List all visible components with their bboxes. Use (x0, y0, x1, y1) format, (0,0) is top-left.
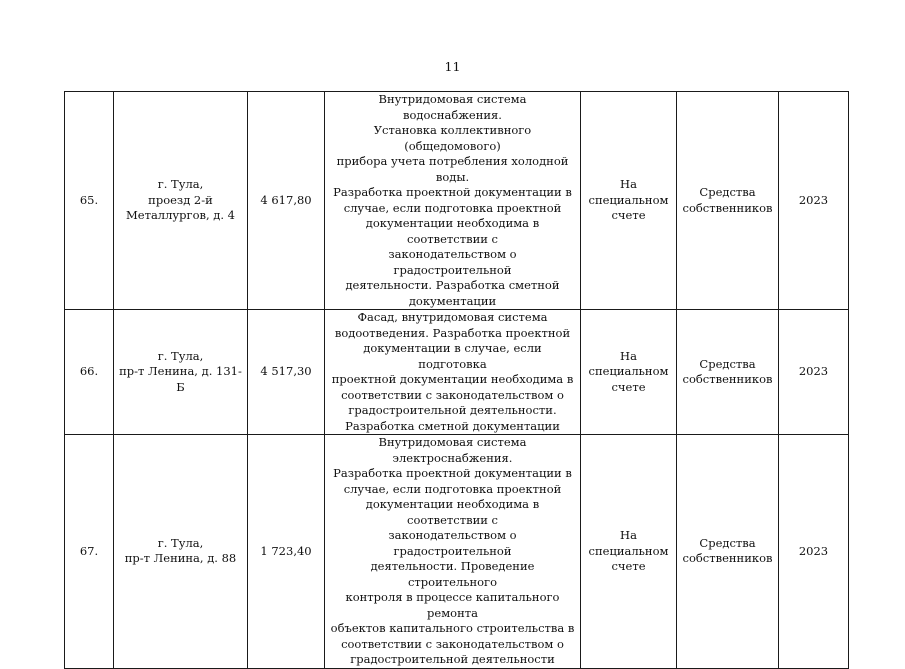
funding-source-cell (677, 310, 779, 435)
funding-source-line: Средства (699, 356, 756, 371)
address-line: г. Тула, (157, 177, 204, 192)
funding-source-line: Средства (699, 185, 756, 199)
work-line: деятельности. Проведение строительного (370, 559, 535, 589)
work-line: случае, если подготовка проектной (343, 200, 562, 215)
address-line: пр-т Ленина, д. 131-Б (119, 364, 242, 394)
work-line: Разработка сметной документации (345, 418, 560, 433)
work-description-cell (325, 435, 581, 669)
year-cell: 2023 (779, 92, 849, 310)
account-line: На специальном (588, 348, 669, 379)
account-line: На специальном (588, 528, 669, 558)
address-cell (114, 310, 248, 435)
cost-cell: 4 517,30 (248, 310, 325, 435)
row-number-cell: 67. (65, 435, 114, 669)
address-cell (114, 435, 248, 669)
work-line: Внутридомовая система водоснабжения. (378, 92, 527, 122)
funding-source-line: Средства (699, 535, 756, 550)
account-line: На специальном (588, 177, 669, 207)
address-cell (114, 92, 248, 310)
work-line: законодательством о градостроительной (388, 528, 517, 558)
address-line: г. Тула, (157, 535, 204, 550)
account-line: счете (611, 559, 646, 573)
address-line: пр-т Ленина, д. 88 (124, 551, 237, 566)
work-line: градостроительной деятельности (350, 652, 555, 666)
funding-source-line: собственников (682, 551, 773, 566)
table-row (65, 435, 849, 669)
work-line: Разработка проектной документации в (333, 185, 572, 199)
work-line: прибора учета потребления холодной воды. (336, 154, 569, 184)
funding-source-line: собственников (682, 200, 773, 215)
cost-cell: 4 617,80 (248, 92, 325, 310)
work-line: проектной документации необходима в (331, 372, 574, 386)
work-line: документации необходима в соответствии с (365, 216, 540, 246)
account-cell (581, 310, 677, 435)
work-line: деятельности. Разработка сметной (345, 278, 560, 292)
work-line: Разработка проектной документации в (333, 466, 572, 480)
row-number-cell: 66. (65, 310, 114, 435)
work-line: документации в случае, если подготовка (363, 341, 542, 371)
work-line: законодательством о градостроительной (388, 247, 517, 277)
work-line: контроля в процессе капитального ремонта (345, 590, 560, 620)
year-cell: 2023 (779, 310, 849, 435)
work-line: объектов капитального строительства в (330, 621, 575, 635)
funding-source-cell (677, 92, 779, 310)
table-row (65, 92, 849, 310)
capital-repair-table (64, 91, 849, 669)
work-line: водоотведения. Разработка проектной (334, 325, 571, 340)
funding-source-cell (677, 435, 779, 669)
table-row (65, 310, 849, 435)
page-number: 11 (444, 59, 461, 74)
work-line: соответствии с законодательством о (341, 636, 564, 651)
work-line: случае, если подготовка проектной (343, 481, 562, 496)
work-description-cell (325, 310, 581, 435)
account-line: счете (611, 379, 646, 394)
account-cell (581, 435, 677, 669)
work-description-cell (325, 92, 581, 310)
work-line: документации (408, 293, 497, 308)
year-cell: 2023 (779, 435, 849, 669)
account-line: счете (611, 208, 646, 223)
work-line: Внутридомовая система электроснабжения. (378, 435, 527, 465)
address-line: Металлургов, д. 4 (126, 208, 235, 223)
work-line: Установка коллективного (общедомового) (373, 123, 532, 153)
address-line: г. Тула, (157, 348, 204, 363)
cost-cell: 1 723,40 (248, 435, 325, 669)
account-cell (581, 92, 677, 310)
work-line: соответствии с законодательством о (341, 387, 564, 402)
address-line: проезд 2-й (148, 192, 213, 207)
funding-source-line: собственников (682, 372, 773, 386)
work-line: Фасад, внутридомовая система (357, 310, 548, 324)
work-line: документации необходима в соответствии с (365, 497, 540, 527)
work-line: градостроительной деятельности. (348, 403, 557, 417)
row-number-cell: 65. (65, 92, 114, 310)
